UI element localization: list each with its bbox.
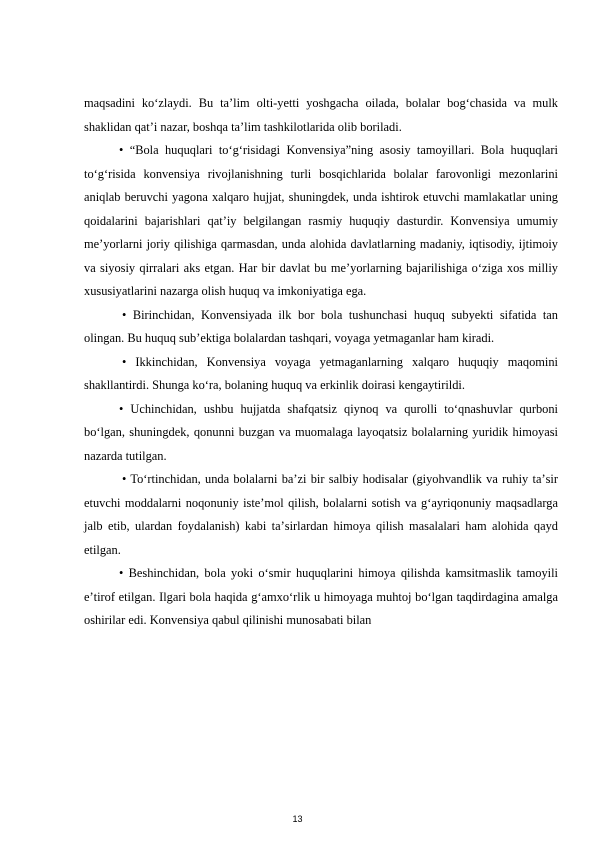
- paragraph-convention-principles: • “Bola huquqlari to‘g‘risidagi Konvensiya”ning asosiy tamoyillari. Bola huquqlari toʻgʻrisida konvensiya rivojlanishning turli bosqichlarida bolalar farovonligi mezonlarini aniqlab beruvchi yagona xalqaro hujjat, shuningdek, unda ishtirok etuvchi mamlakatlar uning qoidalarini bajarishlari qat’iy belgilangan rasmiy huquqiy dasturdir. Konvensiya umumiy meʼyorlarni joriy qilishiga qarmasdan, unda alohida davlatlarning madaniy, iqtisodiy, ijtimoiy va siyosiy qirralari aks etgan. Har bir davlat bu meʼyorlarning bajarilishiga oʻziga xos milliy xususiyatlarini nazarga olish huquq va imkoniyatiga ega.: [84, 143, 558, 298]
- paragraph-second-point: • Ikkinchidan, Konvensiya voyaga yetmaganlarning xalqaro huquqiy maqomini shakllantirdi. Shunga koʻra, bolaning huquq va erkinlik doirasi kengaytirildi.: [84, 354, 558, 392]
- paragraph-fifth-point: • Beshinchidan, bola yoki oʻsmir huquqlarini himoya qilishda kamsitmaslik tamoyili eʼtirof etilgan. Ilgari bola haqida gʻamxoʻrlik u himoyaga muhtoj boʻlgan taqdirdagina amalga oshirilar edi. Konvensiya qabul qilinishi munosabati bilan: [84, 566, 558, 627]
- document-body: [84, 92, 558, 633]
- paragraph-fourth-point: • Toʻrtinchidan, unda bolalarni baʼzi bir salbiy hodisalar (giyohvandlik va ruhiy taʼsir etuvchi moddalarni noqonuniy isteʼmol qilish, bolalarni sotish va gʻayriqonuniy maqsadlarga jalb etib, ulardan foydalanish) kabi taʼsirlardan himoya qilish masalalari ham alohida qayd etilgan.: [84, 472, 558, 557]
- page-number: 13: [292, 814, 303, 824]
- paragraph-continuation: maqsadini ko‘zlaydi. Bu ta’lim olti-yetti yoshgacha oilada, bolalar bog‘chasida va mulk shaklidan qat’i nazar, boshqa ta’lim tashkilotlarida olib boriladi.: [84, 96, 558, 134]
- paragraph-third-point: • Uchinchidan, ushbu hujjatda shafqatsiz qiynoq va qurolli toʻqnashuvlar qurboni boʻlgan, shuningdek, qonunni buzgan va muomalaga layoqatsiz bolalarning yuridik himoyasi nazarda tutilgan.: [84, 401, 558, 463]
- paragraph-first-point: • Birinchidan, Konvensiyada ilk bor bola tushunchasi huquq subyekti sifatida tan olingan. Bu huquq subʼektiga bolalardan tashqari, voyaga yetmaganlar ham kiradi.: [84, 307, 558, 345]
